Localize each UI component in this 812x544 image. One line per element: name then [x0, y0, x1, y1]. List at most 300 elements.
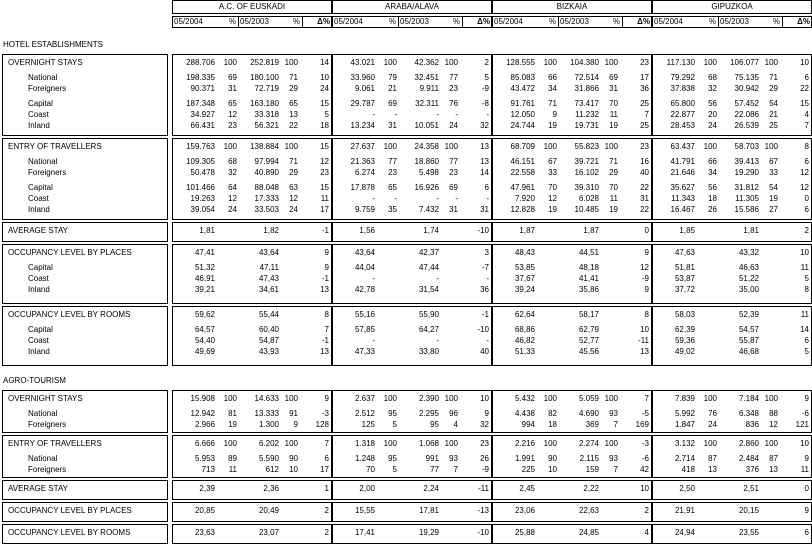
table-cell: 19.263	[190, 194, 215, 203]
table-cell: 35	[388, 205, 397, 214]
table-cell: 7	[324, 325, 329, 334]
table-cell: 47,41	[194, 248, 215, 257]
table-cell: 5.953	[194, 454, 215, 463]
table-cell: 88	[769, 409, 778, 418]
table-cell: 2.637	[354, 394, 375, 403]
table-cell: 64,27	[418, 325, 439, 334]
table-cell: 17.333	[254, 194, 279, 203]
table-cell: 77	[449, 157, 458, 166]
table-cell: 46,68	[738, 347, 759, 356]
table-cell: 43.472	[510, 84, 535, 93]
table-cell: 9	[644, 248, 649, 257]
table-cell: 69	[609, 73, 618, 82]
table-cell: 9	[804, 394, 809, 403]
table-cell: 9	[552, 110, 557, 119]
table-cell: -1	[481, 310, 489, 319]
table-cell: -	[372, 194, 375, 203]
row-title: ENTRY OF TRAVELLERS	[8, 439, 102, 448]
row-sublabel: Foreigners	[28, 465, 67, 474]
table-cell: 6.274	[354, 168, 375, 177]
table-cell: -	[486, 110, 489, 119]
table-cell: 3	[484, 248, 489, 257]
row-title: OCCUPANCY LEVEL BY PLACES	[8, 248, 132, 257]
table-cell: 22.086	[734, 110, 759, 119]
table-cell: -	[436, 336, 439, 345]
table-cell: 24	[708, 420, 717, 429]
table-cell: 2,45	[519, 484, 535, 493]
table-cell: 100	[703, 394, 717, 403]
table-cell: 100	[444, 142, 458, 151]
table-cell: 82	[548, 409, 557, 418]
table-cell: 2,00	[359, 484, 375, 493]
table-cell: 31	[449, 205, 458, 214]
table-cell: 20,49	[258, 506, 279, 515]
table-cell: 67	[769, 157, 778, 166]
table-cell: 1.248	[354, 454, 375, 463]
table-cell: 2	[484, 58, 489, 67]
table-cell: 25	[640, 121, 649, 130]
table-cell: 19	[228, 420, 237, 429]
table-cell: 2	[324, 528, 329, 537]
table-cell: 23,07	[258, 528, 279, 537]
table-cell: 101.466	[186, 183, 215, 192]
table-cell: 6	[324, 454, 329, 463]
table-cell: 159	[585, 465, 599, 474]
table-cell: 54,40	[194, 336, 215, 345]
table-cell: 47,33	[354, 347, 375, 356]
table-cell: 100	[444, 439, 458, 448]
table-cell: 18	[320, 121, 329, 130]
table-cell: 7	[613, 420, 618, 429]
row-sublabel: Inland	[28, 205, 50, 214]
row-sublabel: Inland	[28, 285, 50, 294]
table-cell: -	[486, 194, 489, 203]
table-cell: 19,29	[418, 528, 439, 537]
table-cell: 24	[320, 84, 329, 93]
table-cell: 2.966	[194, 420, 215, 429]
table-cell: 8	[804, 142, 809, 151]
table-cell: 11	[800, 263, 809, 272]
table-cell: 1.068	[418, 439, 439, 448]
table-cell: -13	[477, 506, 489, 515]
table-cell: 20,15	[738, 506, 759, 515]
table-cell: 23,06	[514, 506, 535, 515]
table-cell: 2.274	[578, 439, 599, 448]
table-cell: 10.485	[574, 205, 599, 214]
table-cell: 13	[480, 142, 489, 151]
table-cell: 81	[228, 409, 237, 418]
table-cell: 1,74	[423, 226, 439, 235]
table-cell: 12	[769, 420, 778, 429]
table-cell: 62,79	[578, 325, 599, 334]
table-cell: 14	[320, 58, 329, 67]
table-cell: 198.335	[186, 73, 215, 82]
table-cell: 7.839	[674, 394, 695, 403]
table-cell: 42,37	[418, 248, 439, 257]
table-cell: 37,72	[674, 285, 695, 294]
table-cell: 93	[609, 409, 618, 418]
table-cell: 33.960	[350, 73, 375, 82]
column-group-header: ARABA/ALAVA	[332, 0, 492, 14]
table-cell: 68	[228, 157, 237, 166]
table-cell: 23	[480, 439, 489, 448]
table-cell: 37,67	[514, 274, 535, 283]
column-group-header: A.C. OF EUSKADI	[172, 0, 332, 14]
table-cell: 369	[585, 420, 599, 429]
table-cell: 12.828	[510, 205, 535, 214]
row-sublabel: Inland	[28, 347, 50, 356]
table-cell: 3.132	[674, 439, 695, 448]
table-cell: 24	[228, 205, 237, 214]
table-cell: 29	[289, 168, 298, 177]
table-cell: 46,91	[194, 274, 215, 283]
subheader-divider	[238, 16, 239, 28]
table-cell: 70	[609, 183, 618, 192]
table-cell: 19	[769, 194, 778, 203]
table-cell: -	[372, 336, 375, 345]
table-cell: 17,81	[418, 506, 439, 515]
table-cell: 12	[320, 157, 329, 166]
table-cell: 100	[764, 394, 778, 403]
table-cell: 25,88	[514, 528, 535, 537]
table-cell: 2.860	[738, 439, 759, 448]
table-cell: 32	[708, 84, 717, 93]
table-cell: 90.371	[190, 84, 215, 93]
table-cell: 180.100	[250, 73, 279, 82]
table-cell: 47.961	[510, 183, 535, 192]
row-sublabel: Foreigners	[28, 168, 67, 177]
subheader-divider	[462, 16, 463, 28]
table-cell: 5.432	[514, 394, 535, 403]
table-cell: 19	[609, 121, 618, 130]
table-cell: 1,81	[743, 226, 759, 235]
table-cell: 33	[769, 168, 778, 177]
table-cell: 66	[708, 157, 717, 166]
table-cell: 100	[383, 439, 397, 448]
table-cell: 79.292	[670, 73, 695, 82]
table-cell: 40	[640, 168, 649, 177]
table-cell: 21	[388, 84, 397, 93]
table-cell: 51,33	[514, 347, 535, 356]
table-cell: 22,63	[578, 506, 599, 515]
table-cell: 49,02	[674, 347, 695, 356]
table-cell: 62,39	[674, 325, 695, 334]
table-cell: 100	[703, 439, 717, 448]
table-cell: 5.059	[578, 394, 599, 403]
table-cell: 18	[708, 194, 717, 203]
table-cell: 7	[613, 465, 618, 474]
subheader-label: %	[452, 17, 460, 26]
table-cell: 46,82	[514, 336, 535, 345]
table-cell: 76	[708, 409, 717, 418]
table-cell: 11.232	[575, 110, 599, 119]
table-cell: 26	[708, 205, 717, 214]
table-cell: 47,43	[258, 274, 279, 283]
table-cell: 12.050	[510, 110, 535, 119]
row-title: OCCUPANCY LEVEL BY ROOMS	[8, 310, 131, 319]
table-cell: 100	[383, 394, 397, 403]
table-cell: 5	[324, 110, 329, 119]
table-cell: 225	[521, 465, 535, 474]
table-cell: 64	[228, 183, 237, 192]
table-cell: 56	[708, 183, 717, 192]
table-cell: 16.926	[414, 183, 439, 192]
subheader-label: Δ%	[317, 17, 330, 26]
table-cell: 100	[284, 394, 298, 403]
table-cell: 31	[640, 194, 649, 203]
table-cell: 10	[480, 394, 489, 403]
table-cell: 9.061	[354, 84, 375, 93]
table-cell: 100	[223, 439, 237, 448]
table-cell: 31	[228, 84, 237, 93]
table-cell: -5	[641, 409, 649, 418]
table-cell: 187.348	[186, 99, 215, 108]
table-cell: 1,81	[199, 226, 215, 235]
table-cell: 376	[745, 465, 759, 474]
table-cell: 40.890	[254, 168, 279, 177]
table-cell: 0	[804, 484, 809, 493]
table-cell: 1	[324, 484, 329, 493]
table-cell: 2,22	[583, 484, 599, 493]
subheader-label: Δ%	[477, 17, 490, 26]
table-cell: 2.216	[514, 439, 535, 448]
table-cell: 13	[708, 465, 717, 474]
table-cell: -9	[481, 84, 489, 93]
table-cell: -11	[478, 484, 489, 493]
table-cell: 17	[320, 465, 329, 474]
row-sublabel: Coast	[28, 274, 49, 283]
table-cell: 39,21	[194, 285, 215, 294]
table-cell: 37.838	[670, 84, 695, 93]
table-cell: 1.300	[258, 420, 279, 429]
table-cell: 100	[543, 142, 557, 151]
table-cell: 85.083	[510, 73, 535, 82]
table-cell: 30.942	[734, 84, 759, 93]
table-cell: 66	[548, 73, 557, 82]
subheader-label: Δ%	[797, 17, 810, 26]
table-cell: 11	[800, 310, 809, 319]
table-cell: 9	[324, 248, 329, 257]
table-cell: 2.115	[579, 454, 599, 463]
table-cell: 6	[804, 157, 809, 166]
subheader-label: %	[548, 17, 556, 26]
table-cell: 128	[315, 420, 329, 429]
table-cell: 1,82	[263, 226, 279, 235]
table-cell: -	[436, 194, 439, 203]
table-cell: 55,44	[258, 310, 279, 319]
table-cell: 121	[795, 420, 809, 429]
section-title: AGRO-TOURISM	[3, 376, 66, 385]
table-cell: 6	[804, 528, 809, 537]
table-cell: 41.791	[670, 157, 695, 166]
table-cell: 13.333	[254, 409, 279, 418]
table-cell: 59,36	[674, 336, 695, 345]
table-cell: 23	[449, 84, 458, 93]
table-cell: 70	[609, 99, 618, 108]
table-cell: -10	[477, 226, 489, 235]
table-cell: -9	[481, 465, 489, 474]
table-cell: 46.151	[510, 157, 535, 166]
table-cell: 21.363	[350, 157, 375, 166]
table-cell: 22	[800, 84, 809, 93]
column-group-header: BIZKAIA	[492, 0, 652, 14]
table-cell: -	[486, 336, 489, 345]
table-cell: 100	[284, 439, 298, 448]
table-cell: 13	[769, 465, 778, 474]
table-cell: 75.135	[734, 73, 759, 82]
table-cell: 16	[640, 157, 649, 166]
table-cell: 6	[484, 183, 489, 192]
subheader-divider	[782, 16, 783, 28]
table-cell: 76	[449, 99, 458, 108]
table-cell: 288.706	[186, 58, 215, 67]
table-cell: 25	[769, 121, 778, 130]
row-sublabel: Foreigners	[28, 420, 67, 429]
table-cell: 23,63	[194, 528, 215, 537]
table-cell: 10	[548, 465, 557, 474]
table-cell: 100	[703, 142, 717, 151]
table-cell: 100	[543, 394, 557, 403]
table-cell: 29	[609, 168, 618, 177]
row-sublabel: National	[28, 157, 58, 166]
table-cell: 11	[609, 194, 618, 203]
table-cell: 991	[425, 454, 439, 463]
table-cell: 11.305	[735, 194, 759, 203]
table-cell: 2	[324, 506, 329, 515]
table-cell: 68.709	[510, 142, 535, 151]
table-cell: -	[394, 194, 397, 203]
table-cell: 2.714	[674, 454, 695, 463]
table-cell: 95	[388, 409, 397, 418]
table-cell: 5	[484, 73, 489, 82]
table-cell: -10	[477, 325, 489, 334]
table-cell: 95	[430, 420, 439, 429]
table-cell: 50.478	[190, 168, 215, 177]
subheader-label: %	[708, 17, 716, 26]
table-cell: 21,91	[674, 506, 695, 515]
subheader-label: %	[292, 17, 300, 26]
table-cell: 53,85	[514, 263, 535, 272]
table-cell: 6	[804, 336, 809, 345]
table-cell: 9	[644, 285, 649, 294]
table-cell: 163.180	[250, 99, 279, 108]
row-sublabel: Coast	[28, 110, 49, 119]
table-cell: 31	[609, 84, 618, 93]
subheader-divider	[398, 16, 399, 28]
table-cell: 32	[480, 420, 489, 429]
table-cell: 418	[681, 465, 695, 474]
table-cell: 57.452	[734, 99, 759, 108]
table-cell: 36	[640, 84, 649, 93]
table-cell: 26.539	[734, 121, 759, 130]
table-cell: -	[455, 194, 458, 203]
row-sublabel: Capital	[28, 263, 53, 272]
subheader-label: 05/2004	[654, 17, 683, 26]
table-cell: 5.498	[418, 168, 439, 177]
table-cell: 65	[388, 183, 397, 192]
table-cell: -10	[477, 528, 489, 537]
table-cell: 14.633	[254, 394, 279, 403]
table-cell: 24,85	[578, 528, 599, 537]
table-cell: -	[436, 274, 439, 283]
table-cell: 77	[388, 157, 397, 166]
table-cell: 138.884	[250, 142, 279, 151]
table-cell: 55,87	[738, 336, 759, 345]
table-cell: 49,69	[194, 347, 215, 356]
table-cell: 4	[804, 110, 809, 119]
row-title: OVERNIGHT STAYS	[8, 394, 83, 403]
table-cell: 93	[449, 454, 458, 463]
subheader-divider	[622, 16, 623, 28]
table-cell: 34,61	[258, 285, 279, 294]
row-title: OCCUPANCY LEVEL BY ROOMS	[8, 528, 131, 537]
table-cell: -6	[801, 409, 809, 418]
table-cell: 42,78	[354, 285, 375, 294]
table-cell: 5	[804, 274, 809, 283]
table-cell: 6	[804, 73, 809, 82]
table-cell: 117.130	[666, 58, 695, 67]
table-cell: 67	[548, 157, 557, 166]
row-sublabel: Coast	[28, 194, 49, 203]
table-cell: 23	[640, 142, 649, 151]
table-cell: 104.380	[570, 58, 599, 67]
table-cell: 2.295	[418, 409, 439, 418]
table-cell: 34.927	[190, 110, 215, 119]
subheader-label: 05/2004	[494, 17, 523, 26]
table-cell: 54	[769, 99, 778, 108]
table-cell: 21.646	[670, 168, 695, 177]
table-cell: 10.051	[414, 121, 439, 130]
table-cell: 90	[289, 454, 298, 463]
table-cell: 88.048	[254, 183, 279, 192]
table-cell: 53,87	[674, 274, 695, 283]
table-cell: 62,64	[514, 310, 535, 319]
table-cell: 4	[644, 528, 649, 537]
table-cell: 2.512	[354, 409, 375, 418]
table-cell: 24.358	[414, 142, 439, 151]
table-cell: 68,86	[514, 325, 535, 334]
table-cell: 5	[392, 465, 397, 474]
table-cell: 59,62	[194, 310, 215, 319]
table-cell: 1.847	[674, 420, 695, 429]
table-cell: 11	[320, 194, 329, 203]
subheader-label: 05/2003	[400, 17, 429, 26]
table-cell: 252.819	[250, 58, 279, 67]
table-cell: 5	[804, 347, 809, 356]
subheader-label: %	[228, 17, 236, 26]
row-title: ENTRY OF TRAVELLERS	[8, 142, 102, 151]
table-cell: 33	[548, 168, 557, 177]
table-cell: 2.484	[738, 454, 759, 463]
table-cell: 70	[548, 183, 557, 192]
table-cell: 10	[800, 439, 809, 448]
table-cell: 2.390	[418, 394, 439, 403]
table-cell: 5.992	[674, 409, 695, 418]
table-cell: 47,63	[674, 248, 695, 257]
table-cell: 18.860	[414, 157, 439, 166]
table-cell: 100	[604, 439, 618, 448]
table-cell: 11	[228, 465, 237, 474]
table-cell: 1.318	[354, 439, 375, 448]
row-sublabel: National	[28, 409, 58, 418]
table-cell: 1,87	[519, 226, 535, 235]
table-cell: 169	[635, 420, 649, 429]
table-cell: 23	[228, 121, 237, 130]
table-cell: 69	[388, 99, 397, 108]
table-cell: 44,04	[354, 263, 375, 272]
table-cell: 109.305	[186, 157, 215, 166]
table-cell: 15	[320, 183, 329, 192]
